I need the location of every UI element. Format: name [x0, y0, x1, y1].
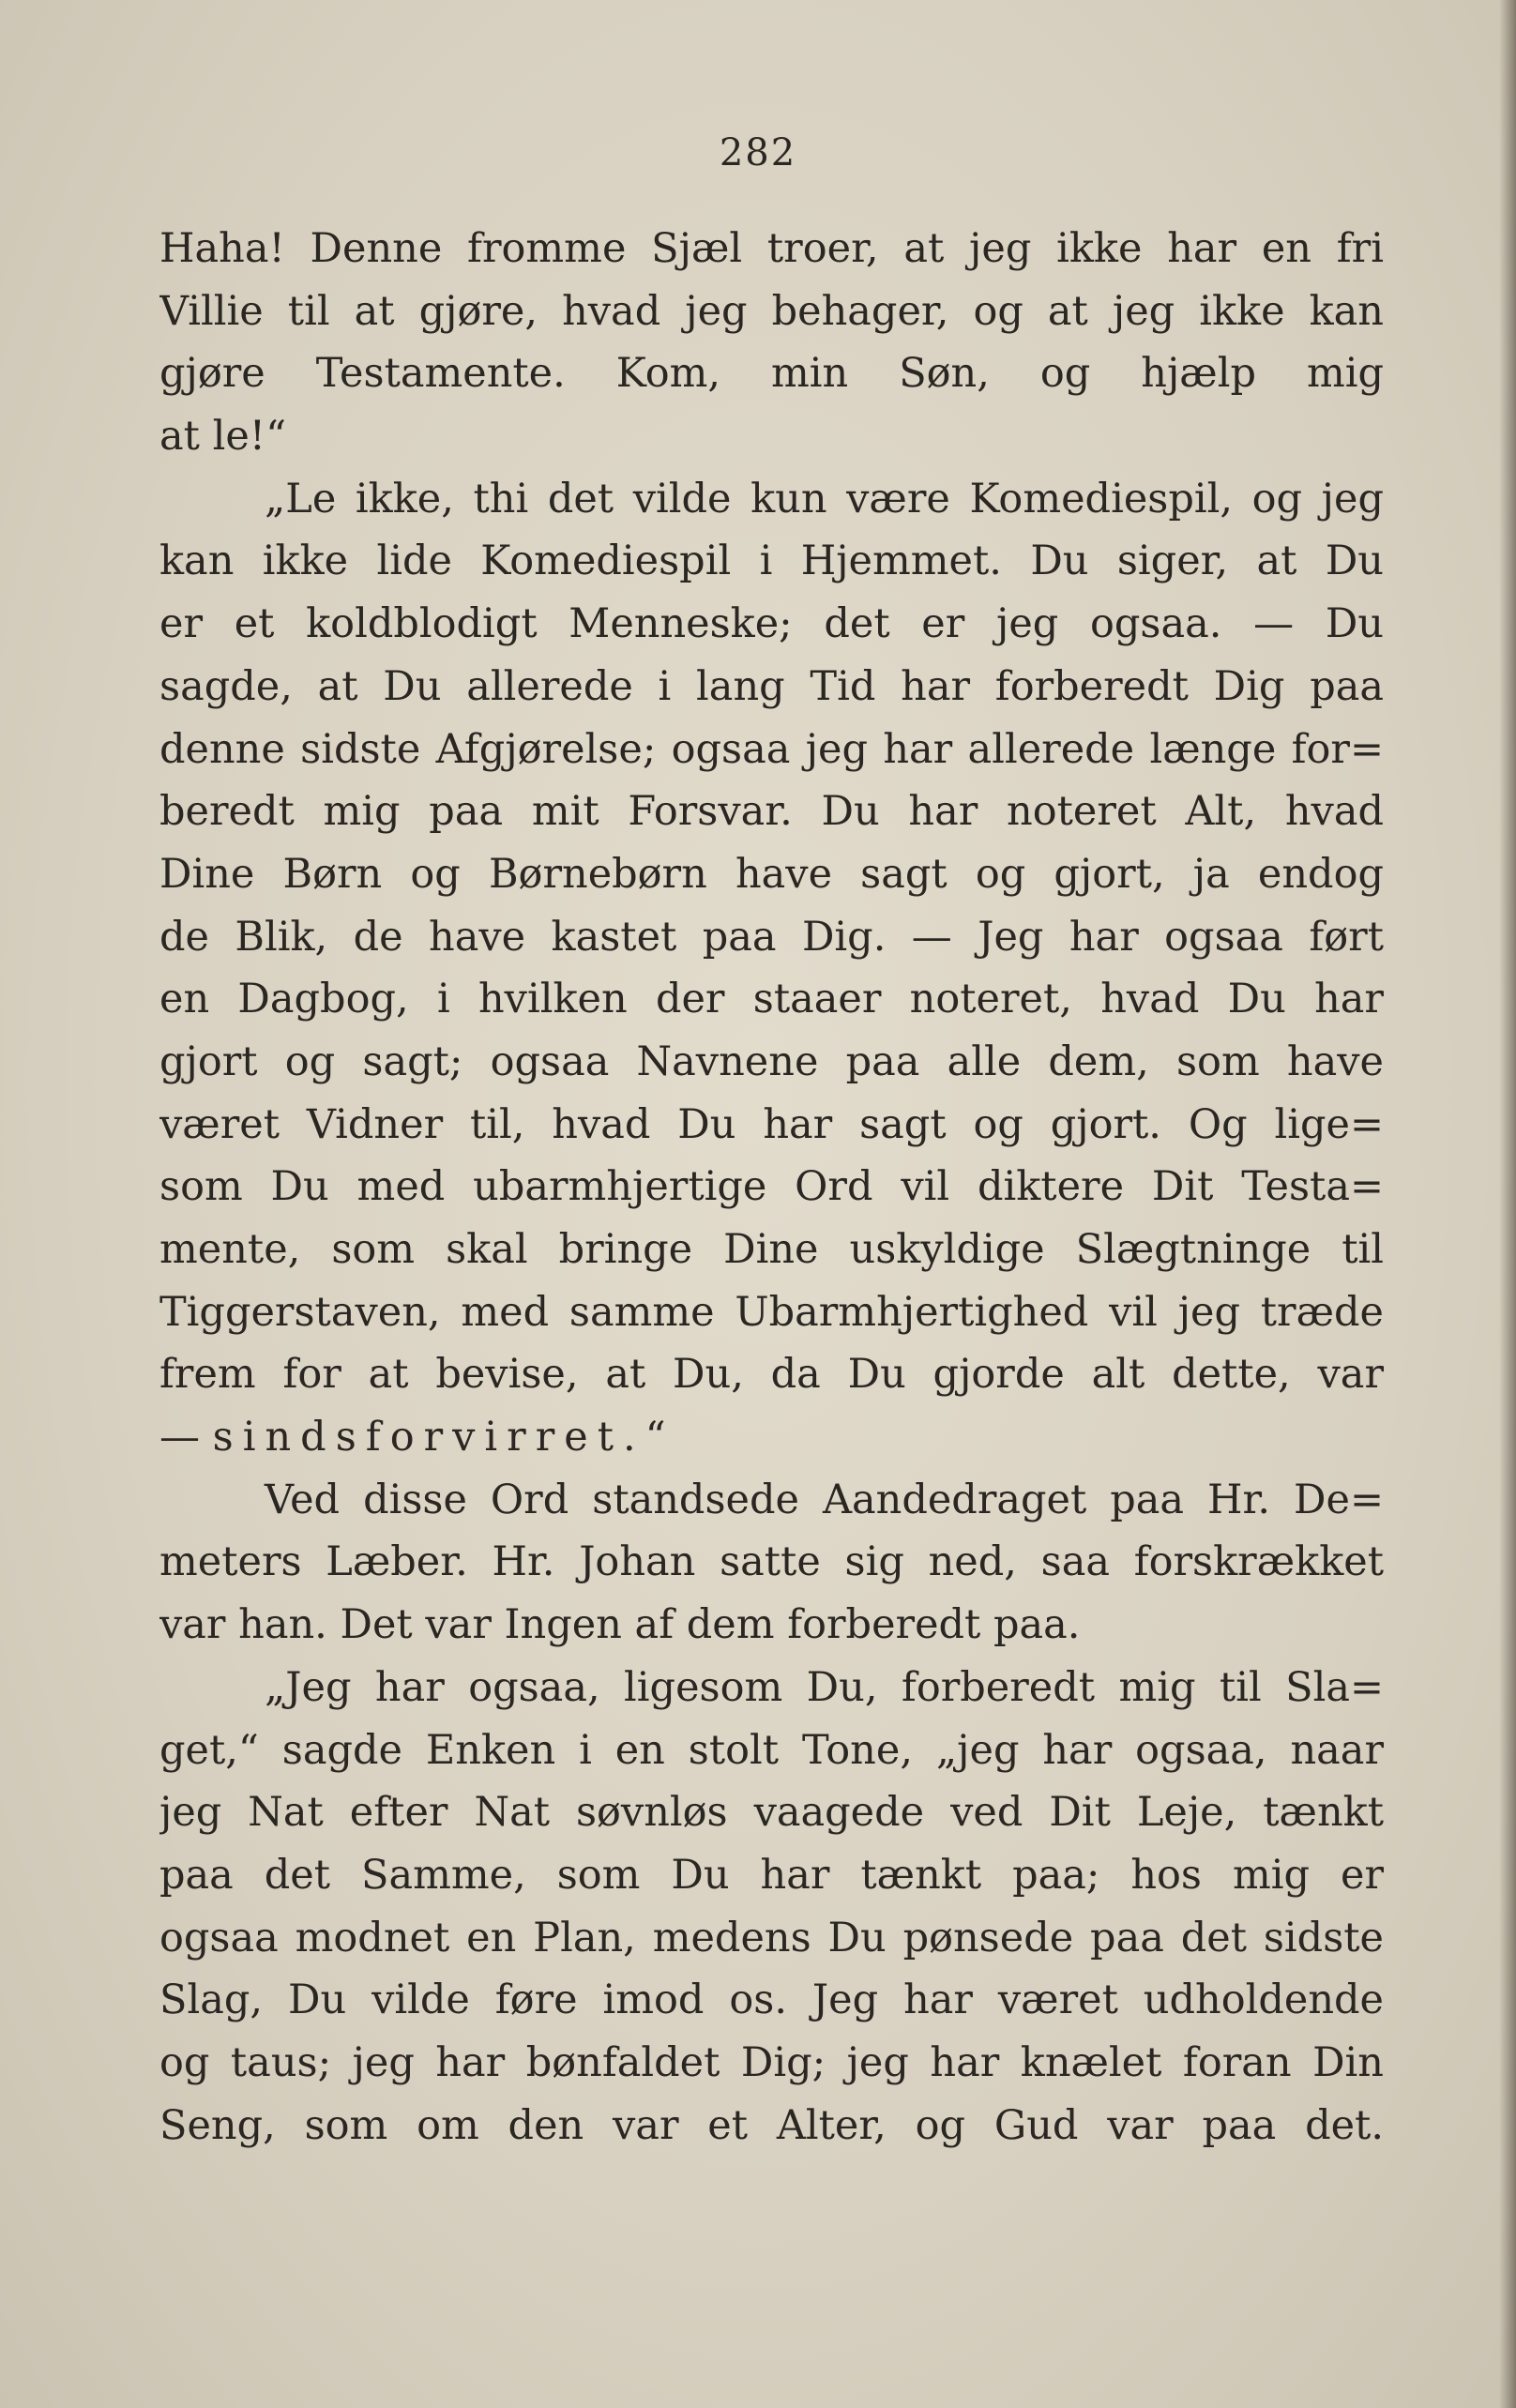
text-line: Villie til at gjøre, hvad jeg behager, og at jeg ikke kan	[159, 287, 1384, 335]
text-line: mente, som skal bringe Dine uskyldige Slægtninge til	[159, 1226, 1384, 1273]
text-line: beredt mig paa mit Forsvar. Du har noteret Alt, hvad	[159, 788, 1384, 836]
text-line: gjort og sagt; ogsaa Navnene paa alle dem, som have	[159, 1037, 1384, 1085]
text-line: „Jeg har ogsaa, ligesom Du, forberedt mig til Sla=	[265, 1663, 1384, 1711]
text-line: som Du med ubarmhjertige Ord vil diktere Dit Testa=	[159, 1163, 1384, 1211]
text-line: Tiggerstaven, med samme Ubarmhjertighed vil jeg træde	[159, 1288, 1384, 1336]
text-line: meters Læber. Hr. Johan satte sig ned, saa forskrækket	[159, 1538, 1384, 1586]
text-line: frem for at bevise, at Du, da Du gjorde alt dette, var	[159, 1351, 1384, 1399]
text-line: de Blik, de have kastet paa Dig. — Jeg har ogsaa ført	[159, 913, 1384, 961]
text-line: kan ikke lide Komediespil i Hjemmet. Du siger, at Du	[159, 538, 1384, 585]
page-number: 282	[719, 131, 797, 174]
text-line: get,“ sagde Enken i en stolt Tone, „jeg har ogsaa, naar	[159, 1726, 1384, 1774]
text-line: en Dagbog, i hvilken der staaer noteret, hvad Du har	[159, 976, 1384, 1023]
text-line: paa det Samme, som Du har tænkt paa; hos mig er	[159, 1851, 1384, 1899]
text-line: Slag, Du vilde føre imod os. Jeg har været udholdende	[159, 1976, 1384, 2024]
text-line: Seng, som om den var et Alter, og Gud var paa det.	[159, 2101, 1384, 2149]
text-line: at le!“	[159, 413, 287, 461]
text-line: er et koldblodigt Menneske; det er jeg ogsaa. — Du	[159, 600, 1384, 648]
text-line: Haha! Denne fromme Sjæl troer, at jeg ikke har en fri	[159, 225, 1384, 272]
text-line: været Vidner til, hvad Du har sagt og gjort. Og lige=	[159, 1100, 1384, 1148]
body-text	[159, 218, 1384, 2157]
text-line: „Le ikke, thi det vilde kun være Komediespil, og jeg	[265, 475, 1384, 522]
text-line: — sindsforvirret.“	[159, 1414, 675, 1461]
text-line: denne sidste Afgjørelse; ogsaa jeg har allerede længe for=	[159, 725, 1384, 773]
text-line: Ved disse Ord standsede Aandedraget paa Hr. De=	[265, 1476, 1384, 1523]
text-line: ogsaa modnet en Plan, medens Du pønsede paa det sidste	[159, 1914, 1384, 1961]
text-line: gjøre Testamente. Kom, min Søn, og hjælp mig	[159, 350, 1384, 398]
text-line: var han. Det var Ingen af dem forberedt paa.	[159, 1601, 1081, 1649]
text-line: Dine Børn og Børnebørn have sagt og gjort, ja endog	[159, 850, 1384, 898]
spine-shadow	[1499, 0, 1516, 2408]
text-line: jeg Nat efter Nat søvnløs vaagede ved Dit Leje, tænkt	[159, 1789, 1384, 1837]
text-line: og taus; jeg har bønfaldet Dig; jeg har knælet foran Din	[159, 2038, 1384, 2086]
text-line: sagde, at Du allerede i lang Tid har forberedt Dig paa	[159, 662, 1384, 710]
